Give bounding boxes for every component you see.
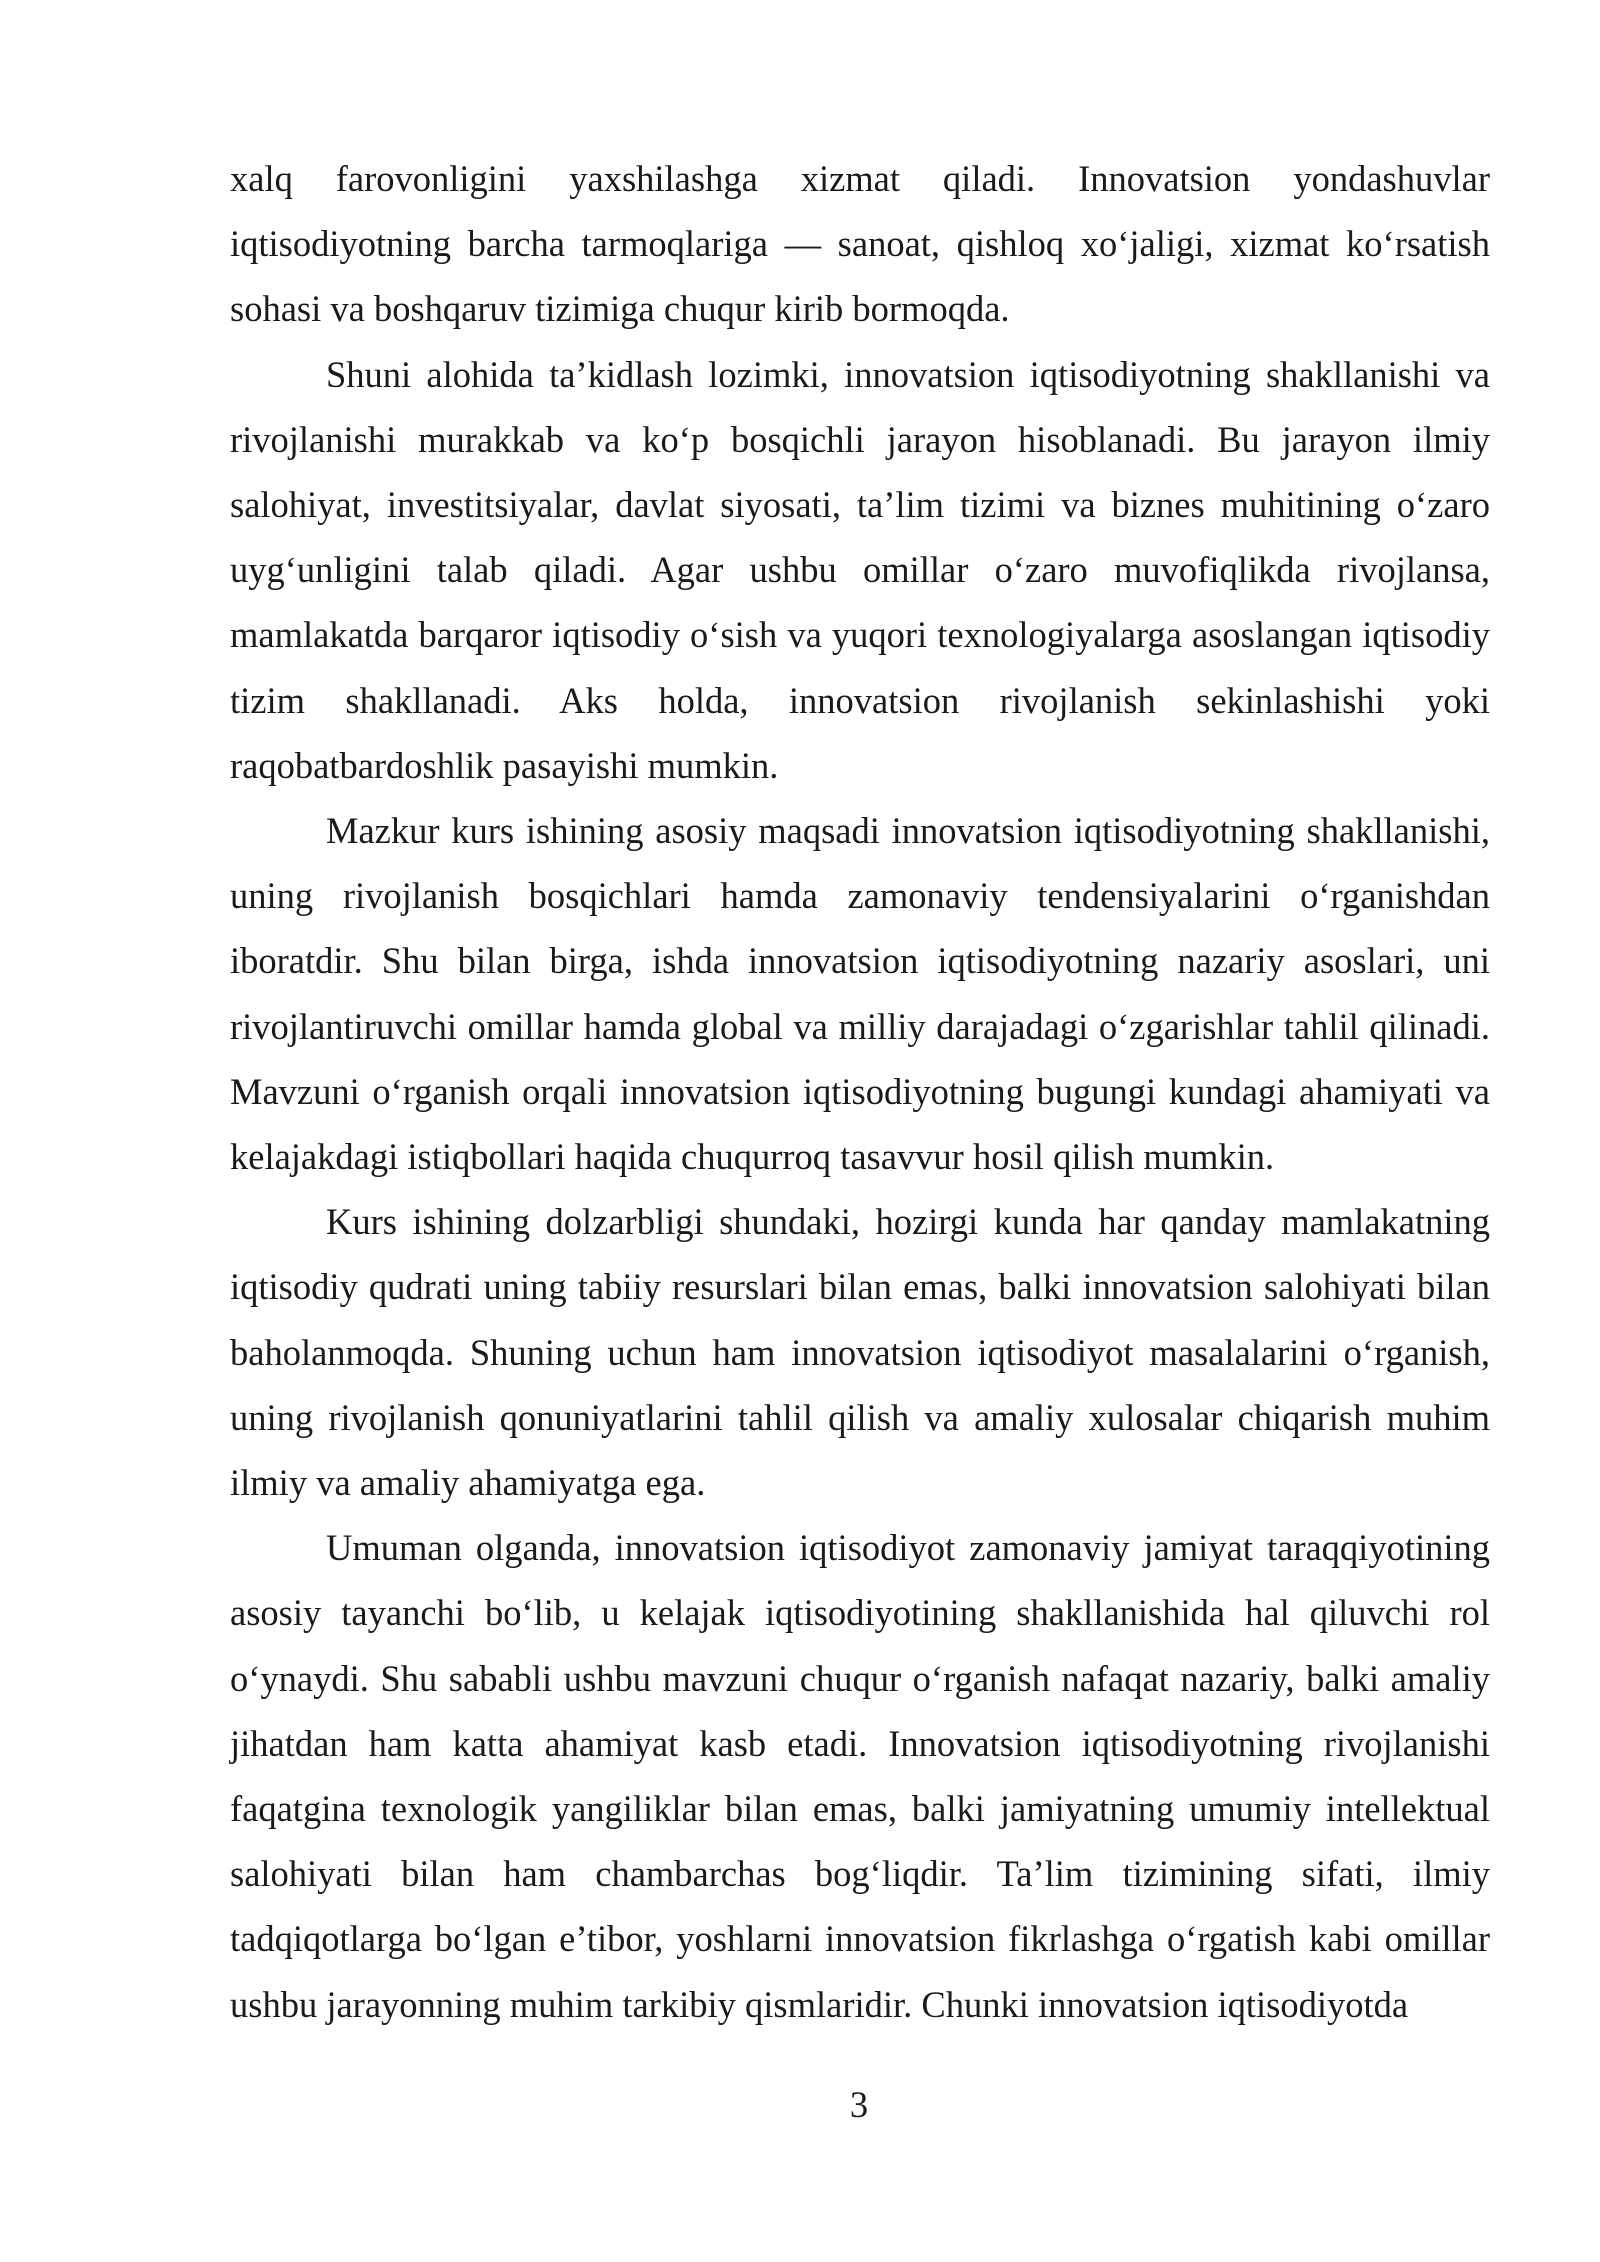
paragraph: Shuni alohida ta’kidlash lozimki, innovatsion iqtisodiyotning shakllanishi va rivojlanishi murakkab va ko‘p bosqichli jarayon hisoblanadi. Bu jarayon ilmiy salohiyat, investitsiyalar, davlat siyosati, ta’lim tizimi va biznes muhitining o‘zaro uyg‘unligini talab qiladi. Agar ushbu omillar o‘zaro muvofiqlikda rivojlansa, mamlakatda barqaror iqtisodiy o‘sish va yuqori texnologiyalarga asoslangan iqtisodiy tizim shakllanadi. Aks holda, innovatsion rivojlanish sekinlashishi yoki raqobatbardoshlik pasayishi mumkin. [230, 353, 1490, 786]
paragraph: Umuman olganda, innovatsion iqtisodiyot zamonaviy jamiyat taraqqiyotining asosiy tayanchi bo‘lib, u kelajak iqtisodiyotining shakllanishida hal qiluvchi rol o‘ynaydi. Shu sababli ushbu mavzuni chuqur o‘rganish nafaqat nazariy, balki amaliy jihatdan ham katta ahamiyat kasb etadi. Innovatsion iqtisodiyotning rivojlanishi faqatgina texnologik yangiliklar bilan emas, balki jamiyatning umumiy intellektual salohiyati bilan ham chambarchas bog‘liqdir. Ta’lim tizimining sifati, ilmiy tadqiqotlarga bo‘lgan e’tibor, yoshlarni innovatsion fikrlashga o‘rgatish kabi omillar ushbu jarayonning muhim tarkibiy qismlaridir. Chunki innovatsion iqtisodiyotda [230, 1527, 1490, 2025]
page-number: 3 [849, 2084, 869, 2125]
paragraph: Mazkur kurs ishining asosiy maqsadi innovatsion iqtisodiyotning shakllanishi, uning rivojlanish bosqichlari hamda zamonaviy tendensiyalarini o‘rganishdan iboratdir. Shu bilan birga, ishda innovatsion iqtisodiyotning nazariy asoslari, uni rivojlantiruvchi omillar hamda global va milliy darajadagi o‘zgarishlar tahlil qilinadi. Mavzuni o‘rganish orqali innovatsion iqtisodiyotning bugungi kundagi ahamiyati va kelajakdagi istiqbollari haqida chuqurroq tasavvur hosil qilish mumkin. [230, 810, 1490, 1178]
document-body [230, 146, 1490, 2037]
paragraph: Kurs ishining dolzarbligi shundaki, hozirgi kunda har qanday mamlakatning iqtisodiy qudrati uning tabiiy resurslari bilan emas, balki innovatsion salohiyati bilan baholanmoqda. Shuning uchun ham innovatsion iqtisodiyot masalalarini o‘rganish, uning rivojlanish qonuniyatlarini tahlil qilish va amaliy xulosalar chiqarish muhim ilmiy va amaliy ahamiyatga ega. [230, 1201, 1490, 1504]
paragraph-continuation: xalq farovonligini yaxshilashga xizmat qiladi. Innovatsion yondashuvlar iqtisodiyotning barcha tarmoqlariga — sanoat, qishloq xo‘jaligi, xizmat ko‘rsatish sohasi va boshqaruv tizimiga chuqur kirib bormoqda. [230, 158, 1490, 330]
